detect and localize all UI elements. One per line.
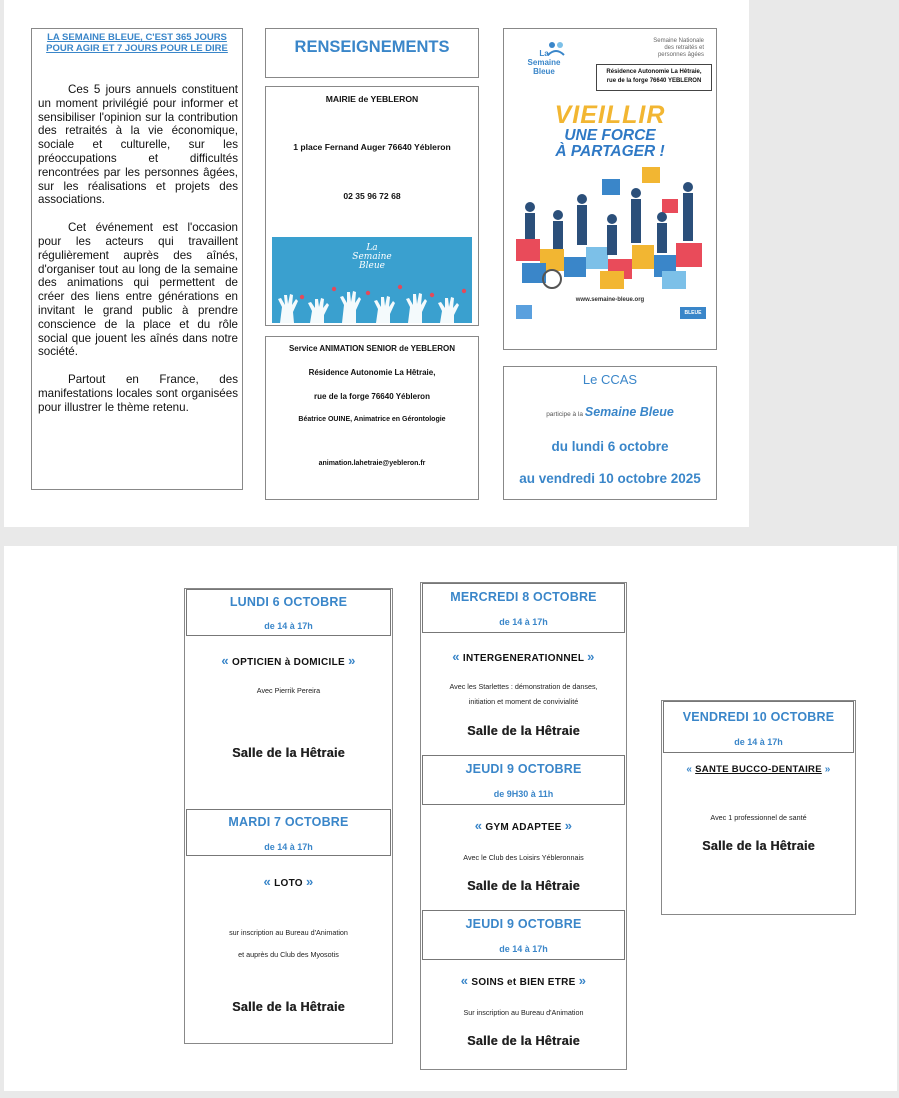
service-name: Service ANIMATION SENIOR de YEBLERON bbox=[288, 344, 456, 353]
day-time: de 14 à 17h bbox=[499, 944, 548, 954]
ccas-date-to: au vendredi 10 octobre 2025 bbox=[519, 471, 701, 486]
mairie-address: 1 place Fernand Auger 76640 Yébleron bbox=[293, 142, 451, 152]
intro-paragraph: Partout en France, des manifestations locales sont organisées pour illustrer le thème retenu. bbox=[38, 373, 238, 414]
activity-title: « GYM ADAPTEE » bbox=[474, 818, 573, 833]
service-address: rue de la forge 76640 Yébleron bbox=[314, 392, 430, 401]
intro-text bbox=[38, 83, 238, 429]
day-time: de 14 à 17h bbox=[734, 737, 783, 747]
day-name: MERCREDI 8 OCTOBRE bbox=[450, 590, 597, 604]
service-email: animation.lahetraie@yebleron.fr bbox=[318, 460, 426, 467]
activity-desc: Avec le Club des Loisirs Yébleronnais bbox=[463, 853, 584, 862]
ccas-participe bbox=[504, 405, 716, 419]
day-name: LUNDI 6 OCTOBRE bbox=[229, 595, 348, 609]
service-panel bbox=[265, 336, 479, 500]
poster-url: www.semaine-bleue.org bbox=[575, 297, 645, 303]
intro-paragraph: Ces 5 jours annuels constituent un moment privilégié pour informer et sensibiliser l'opinion sur la contribution des retraités à la vie économique, sociale et culturelle, sur les préoccupations et difficultés rencontrées par les personnes âgées, sur les réalisations et projets des associations. bbox=[38, 83, 238, 207]
day-header-jeudi-aprem bbox=[422, 910, 625, 960]
activity-desc: Avec Pierrik Pereira bbox=[256, 686, 321, 695]
poster-partner-logo bbox=[516, 305, 532, 319]
poster-address: Résidence Autonomie La Hêtraie, rue de la forge 76640 YEBLERON bbox=[596, 64, 712, 91]
mairie-name: MAIRIE de YEBLERON bbox=[325, 94, 419, 104]
schedule-column-left bbox=[184, 588, 393, 1044]
participe-label: participe à la bbox=[546, 411, 584, 418]
brochure-outside-page bbox=[4, 0, 749, 527]
semaine-bleue-banner bbox=[272, 237, 472, 323]
semaine-bleue-poster bbox=[503, 28, 717, 350]
activity-location: Salle de la Hêtraie bbox=[467, 879, 580, 893]
mairie-phone: 02 35 96 72 68 bbox=[343, 191, 401, 201]
day-time: de 9H30 à 11h bbox=[493, 789, 554, 799]
info-header bbox=[265, 28, 479, 78]
schedule-column-middle bbox=[420, 582, 627, 1070]
activity-desc: Avec 1 professionnel de santé bbox=[710, 813, 807, 822]
activity-location: Salle de la Hêtraie bbox=[702, 839, 815, 853]
mairie-panel bbox=[265, 86, 479, 326]
activity-title: « SANTE BUCCO-DENTAIRE » bbox=[686, 764, 831, 775]
activity-desc: Avec les Starlettes : démonstration de danses, bbox=[449, 682, 598, 691]
schedule-column-right bbox=[661, 700, 856, 915]
brochure-inside-page bbox=[4, 546, 897, 1091]
puzzle-people-illustration bbox=[512, 159, 710, 294]
poster-badge: BLEUE bbox=[680, 307, 706, 319]
intro-title: LA SEMAINE BLEUE, C'EST 365 JOURS POUR AGIR ET 7 JOURS POUR LE DIRE bbox=[46, 32, 228, 54]
day-name: MARDI 7 OCTOBRE bbox=[228, 815, 349, 829]
activity-title: « INTERGENERATIONNEL » bbox=[452, 649, 595, 664]
poster-title-partager: UNE FORCE À PARTAGER ! bbox=[555, 127, 665, 160]
poster-logo-text: La Semaine Bleue bbox=[527, 49, 561, 76]
day-name: JEUDI 9 OCTOBRE bbox=[465, 762, 582, 776]
activity-location: Salle de la Hêtraie bbox=[232, 1000, 345, 1014]
semaine-bleue-label: Semaine Bleue bbox=[584, 405, 674, 419]
hands-illustration bbox=[272, 237, 472, 323]
activity-title: « OPTICIEN à DOMICILE » bbox=[221, 653, 356, 668]
day-time: de 14 à 17h bbox=[499, 617, 548, 627]
banner-logo: La Semaine Bleue bbox=[352, 243, 392, 271]
activity-title: « LOTO » bbox=[263, 874, 314, 889]
info-title: RENSEIGNEMENTS bbox=[294, 38, 450, 56]
service-contact: Béatrice OUINE, Animatrice en Gérontologie bbox=[298, 416, 446, 423]
intro-panel bbox=[31, 28, 243, 490]
activity-title: « SOINS et BIEN ETRE » bbox=[460, 973, 587, 988]
activity-desc: initiation et moment de convivialité bbox=[468, 697, 579, 706]
day-header-jeudi-matin bbox=[422, 755, 625, 805]
poster-title-vieillir: VIEILLIR bbox=[554, 101, 666, 129]
ccas-date-from: du lundi 6 octobre bbox=[551, 439, 669, 454]
ccas-panel bbox=[503, 366, 717, 500]
activity-location: Salle de la Hêtraie bbox=[467, 724, 580, 738]
day-time: de 14 à 17h bbox=[264, 621, 313, 631]
service-residence: Résidence Autonomie La Hêtraie, bbox=[308, 368, 436, 377]
poster-national-label: Semaine Nationale des retraités et personnes âgées bbox=[653, 38, 704, 58]
activity-location: Salle de la Hêtraie bbox=[467, 1034, 580, 1048]
activity-desc: et auprès du Club des Myosotis bbox=[238, 950, 339, 959]
day-name: VENDREDI 10 OCTOBRE bbox=[682, 710, 835, 724]
day-name: JEUDI 9 OCTOBRE bbox=[465, 917, 582, 931]
day-header-vendredi bbox=[663, 701, 854, 753]
activity-desc: sur inscription au Bureau d'Animation bbox=[229, 928, 348, 937]
activity-location: Salle de la Hêtraie bbox=[232, 746, 345, 760]
intro-paragraph: Cet événement est l'occasion pour les acteurs qui travaillent régulièrement auprès des aînés, d'organiser tout au long de la semaine des animations qui permettent de créer des liens entre générations en invitant le grand public à prendre conscience de la place et du rôle social que jouent les aînés dans notre société. bbox=[38, 221, 238, 359]
ccas-name: Le CCAS bbox=[582, 372, 638, 387]
activity-desc: Sur inscription au Bureau d'Animation bbox=[463, 1008, 584, 1017]
day-time: de 14 à 17h bbox=[264, 842, 313, 852]
